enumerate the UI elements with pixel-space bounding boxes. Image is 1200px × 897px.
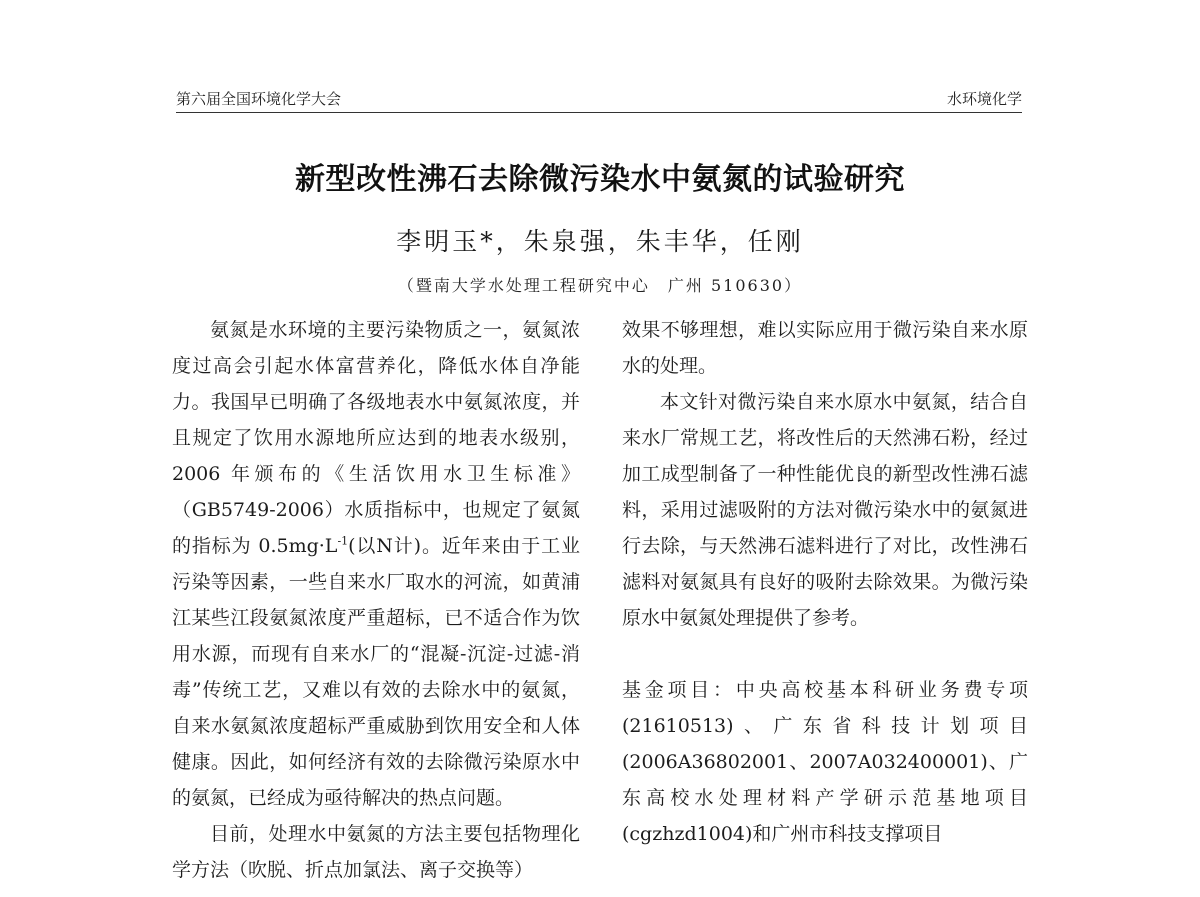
author-list: 李明玉*，朱泉强，朱丰华，任刚	[396, 227, 804, 256]
conference-name: 第六届全国环境化学大会	[176, 90, 342, 108]
right-column	[622, 312, 1028, 852]
intro-paragraph	[172, 312, 580, 816]
intro-text-part1: 氨氮是水环境的主要污染物质之一，氨氮浓度过高会引起水体富营养化，降低水体自净能力。我国早已明确了各级地表水中氨氮浓度，并且规定了饮用水源地所应达到的地表水级别，2006 年颁布的《生活饮用水卫生标准》（GB5749-2006）水质指标中，也规定了氨氮的指标为 0.5mg·L	[172, 319, 580, 557]
continued-paragraph: 效果不够理想，难以实际应用于微污染自来水原水的处理。	[622, 319, 1028, 377]
intro-text-part2: (以N计)。近年来由于工业污染等因素，一些自来水厂取水的河流，如黄浦江某些江段氨氮浓度严重超标，已不适合作为饮用水源，而现有自来水厂的“混凝-沉淀-过滤-消毒”传统工艺，又难以有效的去除水中的氨氮，自来水氨氮浓度超标严重威胁到饮用安全和人体健康。因此，如何经济有效的去除微污染原水中的氨氮，已经成为亟待解决的热点问题。	[172, 535, 581, 809]
affiliation: （暨南大学水处理工程研究中心 广州 510630）	[397, 276, 803, 295]
left-column	[172, 312, 580, 888]
funding-note: 基金项目：中央高校基本科研业务费专项(21610513)、广东省科技计划项目(2006A36802001、2007A032400001)、广东高校水处理材料产学研示范基地项目(cgzhzd1004)和广州市科技支撑项目	[622, 679, 1028, 845]
section-name: 水环境化学	[946, 90, 1022, 108]
paragraph-spacer	[622, 636, 1028, 672]
paper-title: 新型改性沸石去除微污染水中氨氮的试验研究	[295, 162, 905, 197]
running-header	[176, 86, 1022, 113]
methods-paragraph: 目前，处理水中氨氮的方法主要包括物理化学方法（吹脱、折点加氯法、离子交换等）	[172, 823, 580, 881]
unit-superscript: -1	[337, 534, 349, 548]
study-paragraph: 本文针对微污染自来水原水中氨氮，结合自来水厂常规工艺，将改性后的天然沸石粉，经过加工成型制备了一种性能优良的新型改性沸石滤料，采用过滤吸附的方法对微污染水中的氨氮进行去除，与天然沸石滤料进行了对比，改性沸石滤料对氨氮具有良好的吸附去除效果。为微污染原水中氨氮处理提供了参考。	[622, 391, 1028, 629]
